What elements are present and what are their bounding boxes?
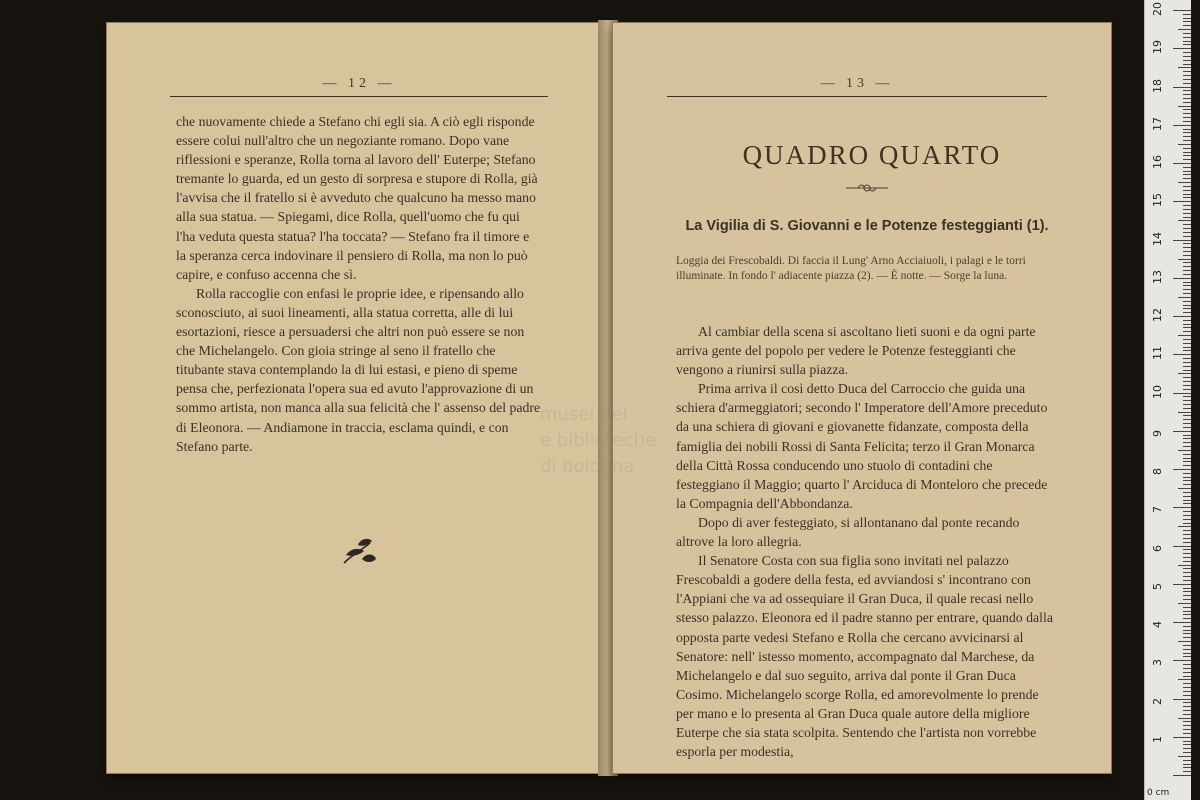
ruler-number: 10 xyxy=(1151,384,1164,399)
ruler-tick xyxy=(1183,155,1191,156)
measurement-ruler xyxy=(1144,0,1191,800)
ruler-tick xyxy=(1183,293,1191,294)
ruler-tick xyxy=(1183,75,1191,76)
ruler-tick xyxy=(1183,588,1191,589)
ruler-tick xyxy=(1173,163,1191,164)
ruler-tick xyxy=(1183,691,1191,692)
ruler-number: 2 xyxy=(1151,697,1164,705)
ruler-tick xyxy=(1183,519,1191,520)
ruler-tick xyxy=(1173,316,1191,317)
ruler-tick xyxy=(1183,83,1191,84)
ruler-tick xyxy=(1183,167,1191,168)
ruler-tick xyxy=(1183,251,1191,252)
right-page xyxy=(612,22,1112,774)
ruler-tick xyxy=(1183,255,1191,256)
right-body-text xyxy=(676,322,1054,761)
right-paragraph: Dopo di aver festeggiato, si allontanano dal ponte recando altrove la loro allegria. xyxy=(676,514,1020,550)
ruler-tick xyxy=(1173,240,1191,241)
ruler-tick xyxy=(1173,775,1191,776)
ruler-tick xyxy=(1183,228,1191,229)
ruler-tick xyxy=(1183,511,1191,512)
ruler-tick xyxy=(1173,431,1191,432)
ruler-tick xyxy=(1183,171,1191,172)
ruler-tick xyxy=(1183,140,1191,141)
ruler-tick xyxy=(1173,737,1191,738)
ruler-tick xyxy=(1183,148,1191,149)
ruler-tick xyxy=(1183,656,1191,657)
ruler-number: 19 xyxy=(1151,40,1164,55)
ruler-number: 20 xyxy=(1151,2,1164,16)
ruler-tick xyxy=(1178,756,1191,757)
ruler-tick xyxy=(1178,182,1191,183)
ruler-tick xyxy=(1183,599,1191,600)
ruler-tick xyxy=(1178,67,1191,68)
library-watermark xyxy=(540,402,680,520)
ruler-tick xyxy=(1183,289,1191,290)
ruler-tick xyxy=(1183,461,1191,462)
left-paragraph: che nuovamente chiede a Stefano chi egli sia. A ciò egli risponde essere colui null'altro che un negoziante romano. Dopo vane riflessioni e speranze, Rolla torna al lavoro dell' Euterpe; Stefano tremante lo guarda, ed un gesto di sorpresa e stupore di Rolla, già l'avvisa che il fratello si è avveduto che qualcuno ha messo mano alla sua statua. — Spiegami, dice Rolla, quell'uomo che fu qui l'ha veduta questa statua? l'ha toccata? — Stefano fra il timore e la speranza cerca indovinare il pensiero di Rolla, ma non lo può capire, e confuso accenna che sì. xyxy=(176,114,538,282)
ruler-number: 7 xyxy=(1151,506,1164,514)
ruler-tick xyxy=(1183,377,1191,378)
ruler-tick xyxy=(1183,285,1191,286)
ruler-tick xyxy=(1183,725,1191,726)
right-page-number: — 13 — xyxy=(820,76,894,91)
ruler-tick xyxy=(1183,102,1191,103)
ruler-tick xyxy=(1183,626,1191,627)
ruler-tick xyxy=(1183,389,1191,390)
ruler-tick xyxy=(1183,308,1191,309)
ruler-tick xyxy=(1183,358,1191,359)
ruler-tick xyxy=(1178,488,1191,489)
stage-direction: Loggia dei Frescobaldi. Di faccia il Lung' Arno Acciaiuoli, i palagi e le torri illuminate. In fondo l' adiacente piazza (2). — È notte. — Sorge la luna. xyxy=(676,255,1026,282)
ruler-tick xyxy=(1183,109,1191,110)
ruler-tick xyxy=(1183,339,1191,340)
left-header-rule xyxy=(170,96,548,97)
ruler-number: 13 xyxy=(1151,269,1164,284)
leaf-ornament-icon xyxy=(340,529,380,569)
ruler-tick xyxy=(1183,561,1191,562)
ruler-tick xyxy=(1183,538,1191,539)
ruler-tick xyxy=(1183,576,1191,577)
ruler-tick xyxy=(1183,637,1191,638)
ruler-tick xyxy=(1183,14,1191,15)
ruler-tick xyxy=(1178,144,1191,145)
ruler-tick xyxy=(1183,79,1191,80)
ruler-tick xyxy=(1183,672,1191,673)
ruler-tick xyxy=(1183,415,1191,416)
ruler-tick xyxy=(1183,194,1191,195)
ruler-tick xyxy=(1183,572,1191,573)
ruler-tick xyxy=(1183,320,1191,321)
ruler-tick xyxy=(1183,404,1191,405)
ruler-tick xyxy=(1183,232,1191,233)
ruler-tick xyxy=(1183,741,1191,742)
ruler-tick xyxy=(1183,549,1191,550)
ruler-tick xyxy=(1183,174,1191,175)
left-body-text xyxy=(176,112,542,456)
ruler-tick xyxy=(1173,507,1191,508)
ruler-tick xyxy=(1183,530,1191,531)
ruler-tick xyxy=(1183,534,1191,535)
ruler-tick xyxy=(1183,25,1191,26)
ruler-tick xyxy=(1183,595,1191,596)
ruler-tick xyxy=(1183,744,1191,745)
ruler-tick xyxy=(1183,668,1191,669)
watermark-line: di bologna xyxy=(540,456,635,477)
ruler-tick xyxy=(1183,542,1191,543)
ruler-tick xyxy=(1178,679,1191,680)
ruler-tick xyxy=(1173,201,1191,202)
ruler-tick xyxy=(1183,721,1191,722)
ruler-tick xyxy=(1183,427,1191,428)
ruler-tick xyxy=(1183,236,1191,237)
watermark-line: musei nel xyxy=(540,404,628,425)
ruler-tick xyxy=(1183,370,1191,371)
ruler-tick xyxy=(1183,324,1191,325)
ruler-tick xyxy=(1183,327,1191,328)
ruler-number: 1 xyxy=(1151,735,1164,743)
left-paragraph: Rolla raccoglie con enfasi le proprie idee, e ripensando allo sconosciuto, ai suoi lineamenti, alla statua corretta, alle di lui esortazioni, riesce a persuadersi che altri non può essere se non che Michelangelo. Con gioia stringe al seno il fratello che titubante stava contemplando la di lui estasi, e pieno di speme pensa che, perfezionata l'opera sua ed avuto l'approvazione di un sommo artista, non manca alla sua felicità che l' assenso del padre di Eleonora. — Andiamone in traccia, esclama quindi, e con Stefano parte. xyxy=(176,285,541,454)
ruler-tick xyxy=(1173,10,1191,11)
ruler-tick xyxy=(1183,121,1191,122)
ruler-tick xyxy=(1183,607,1191,608)
ruler-tick xyxy=(1183,132,1191,133)
ruler-number: 17 xyxy=(1151,116,1164,131)
ruler-tick xyxy=(1183,64,1191,65)
ruler-tick xyxy=(1173,125,1191,126)
ruler-tick xyxy=(1183,301,1191,302)
ruler-tick xyxy=(1183,706,1191,707)
ruler-tick xyxy=(1183,21,1191,22)
ruler-tick xyxy=(1183,305,1191,306)
ruler-tick xyxy=(1183,408,1191,409)
ruler-number: 9 xyxy=(1151,429,1164,437)
ruler-tick xyxy=(1183,136,1191,137)
ruler-tick xyxy=(1183,60,1191,61)
ruler-number: 15 xyxy=(1151,193,1164,208)
ruler-tick xyxy=(1183,190,1191,191)
ruler-number: 8 xyxy=(1151,468,1164,475)
ruler-tick xyxy=(1183,419,1191,420)
ruler-tick xyxy=(1183,385,1191,386)
ruler-tick xyxy=(1183,714,1191,715)
ruler-tick xyxy=(1178,450,1191,451)
ruler-tick xyxy=(1183,117,1191,118)
ruler-tick xyxy=(1183,710,1191,711)
ruler-tick xyxy=(1173,584,1191,585)
right-paragraph: Il Senatore Costa con sua figlia sono invitati nel palazzo Frescobaldi a godere della festa, ed avviandosi s' incontrano con l'Appiani che va ad ossequiare il Gran Duca, il quale recasi nello stesso palazzo. Eleonora ed il padre stanno per entrare, quando dalla opposta parte vedesi Stefano e Rolla che cercano avvicinarsi al Senatore: nell' istesso momento, accompagnato dal Marchese, da Michelangelo e dal suo seguito, arriva dal ponte il Gran Duca Cosimo. Michelangelo scorge Rolla, ed amorevolmente lo prende per mano e lo presenta al Gran Duca quale autore della migliore Euterpe che sia stata scolpita. Sentendo che l'artista non vorrebbe esporla per modestia, xyxy=(676,553,1053,760)
ruler-tick xyxy=(1183,664,1191,665)
ruler-tick xyxy=(1183,71,1191,72)
ruler-number: 12 xyxy=(1151,308,1164,322)
left-page-number: — 12 — xyxy=(322,76,396,91)
ruler-tick xyxy=(1183,266,1191,267)
ruler-tick xyxy=(1183,270,1191,271)
ruler-tick xyxy=(1178,220,1191,221)
ruler-tick xyxy=(1183,653,1191,654)
ruler-tick xyxy=(1183,764,1191,765)
ruler-tick xyxy=(1183,500,1191,501)
ruler-tick xyxy=(1173,546,1191,547)
ruler-unit-label: 0 cm xyxy=(1147,788,1170,798)
ruler-tick xyxy=(1183,473,1191,474)
flourish-divider-icon xyxy=(844,178,890,198)
ruler-tick xyxy=(1183,492,1191,493)
ruler-tick xyxy=(1183,186,1191,187)
ruler-tick xyxy=(1183,480,1191,481)
ruler-tick xyxy=(1178,412,1191,413)
ruler-tick xyxy=(1183,442,1191,443)
ruler-tick xyxy=(1178,718,1191,719)
ruler-tick xyxy=(1183,760,1191,761)
ruler-tick xyxy=(1183,159,1191,160)
ruler-tick xyxy=(1183,396,1191,397)
ruler-tick xyxy=(1173,699,1191,700)
ruler-number: 18 xyxy=(1151,78,1164,93)
ruler-tick xyxy=(1183,687,1191,688)
ruler-tick xyxy=(1173,660,1191,661)
ruler-tick xyxy=(1183,262,1191,263)
ruler-tick xyxy=(1183,98,1191,99)
chapter-title: QUADRO QUARTO xyxy=(742,140,1002,170)
ruler-tick xyxy=(1183,523,1191,524)
ruler-tick xyxy=(1183,37,1191,38)
ruler-number: 16 xyxy=(1151,155,1164,169)
ruler-tick xyxy=(1183,435,1191,436)
ruler-tick xyxy=(1183,553,1191,554)
watermark-line: e biblioteche xyxy=(540,430,657,451)
ruler-tick xyxy=(1183,56,1191,57)
ruler-tick xyxy=(1173,469,1191,470)
ruler-tick xyxy=(1183,477,1191,478)
ruler-number: 14 xyxy=(1151,231,1164,246)
ruler-tick xyxy=(1183,767,1191,768)
ruler-tick xyxy=(1183,454,1191,455)
ruler-tick xyxy=(1183,580,1191,581)
ruler-tick xyxy=(1183,733,1191,734)
ruler-tick xyxy=(1183,729,1191,730)
ruler-tick xyxy=(1173,354,1191,355)
ruler-tick xyxy=(1183,702,1191,703)
ruler-tick xyxy=(1183,484,1191,485)
ruler-tick xyxy=(1178,297,1191,298)
ruler-tick xyxy=(1183,423,1191,424)
ruler-tick xyxy=(1183,243,1191,244)
ruler-tick xyxy=(1183,41,1191,42)
right-header-rule xyxy=(667,96,1047,97)
ruler-tick xyxy=(1183,465,1191,466)
ruler-tick xyxy=(1183,446,1191,447)
ruler-tick xyxy=(1178,565,1191,566)
ruler-tick xyxy=(1183,312,1191,313)
ruler-tick xyxy=(1183,381,1191,382)
ruler-number: 11 xyxy=(1151,346,1164,361)
ruler-tick xyxy=(1173,622,1191,623)
right-paragraph: Al cambiar della scena si ascoltano lieti suoni e da ogni parte arriva gente del popolo per vedere le Potenze festeggianti che vengono a riunirsi sulla piazza. xyxy=(676,324,1036,378)
ruler-tick xyxy=(1178,259,1191,260)
ruler-tick xyxy=(1183,282,1191,283)
ruler-tick xyxy=(1183,630,1191,631)
ruler-tick xyxy=(1183,129,1191,130)
ruler-tick xyxy=(1183,557,1191,558)
ruler-tick xyxy=(1183,205,1191,206)
ruler-tick xyxy=(1183,748,1191,749)
ruler-tick xyxy=(1183,568,1191,569)
ruler-tick xyxy=(1183,209,1191,210)
ruler-tick xyxy=(1183,33,1191,34)
ruler-tick xyxy=(1183,645,1191,646)
ruler-tick xyxy=(1183,331,1191,332)
ruler-number: 4 xyxy=(1151,621,1164,628)
ruler-tick xyxy=(1183,591,1191,592)
ruler-tick xyxy=(1183,347,1191,348)
ruler-tick xyxy=(1183,197,1191,198)
ruler-tick xyxy=(1173,393,1191,394)
ruler-number: 5 xyxy=(1151,582,1164,590)
ruler-tick xyxy=(1173,278,1191,279)
ruler-tick xyxy=(1183,695,1191,696)
ruler-tick xyxy=(1183,496,1191,497)
ruler-tick xyxy=(1183,94,1191,95)
ruler-tick xyxy=(1183,618,1191,619)
ruler-tick xyxy=(1183,683,1191,684)
ruler-tick xyxy=(1178,373,1191,374)
ruler-tick xyxy=(1178,29,1191,30)
ruler-tick xyxy=(1178,603,1191,604)
ruler-tick xyxy=(1183,247,1191,248)
ruler-tick xyxy=(1183,362,1191,363)
left-page xyxy=(106,22,608,774)
ruler-tick xyxy=(1183,217,1191,218)
ruler-tick xyxy=(1178,641,1191,642)
ruler-tick xyxy=(1183,503,1191,504)
ruler-number: 6 xyxy=(1151,544,1164,552)
ruler-tick xyxy=(1183,438,1191,439)
ruler-tick xyxy=(1183,18,1191,19)
ruler-tick xyxy=(1173,87,1191,88)
ruler-tick xyxy=(1183,152,1191,153)
ruler-tick xyxy=(1183,213,1191,214)
ruler-number: 3 xyxy=(1151,659,1164,667)
ruler-tick xyxy=(1183,178,1191,179)
ruler-tick xyxy=(1183,274,1191,275)
ruler-tick xyxy=(1183,224,1191,225)
ruler-tick xyxy=(1183,400,1191,401)
chapter-subtitle: La Vigilia di S. Giovanni e le Potenze festeggianti (1). xyxy=(685,218,1049,234)
ruler-tick xyxy=(1183,649,1191,650)
ruler-tick xyxy=(1183,752,1191,753)
ruler-tick xyxy=(1178,335,1191,336)
ruler-tick xyxy=(1183,90,1191,91)
ruler-tick xyxy=(1183,44,1191,45)
ruler-tick xyxy=(1183,614,1191,615)
ruler-tick xyxy=(1183,52,1191,53)
ruler-tick xyxy=(1178,526,1191,527)
ruler-tick xyxy=(1183,343,1191,344)
ruler-tick xyxy=(1183,458,1191,459)
ruler-tick xyxy=(1183,350,1191,351)
ruler-tick xyxy=(1183,515,1191,516)
ruler-tick xyxy=(1183,611,1191,612)
right-paragraph: Prima arriva il così detto Duca del Carroccio che guida una schiera d'armeggiatori; secondo l' Imperatore dell'Amore preceduto da una schiera di giovani e giovanette fidanzate, composta della famiglia dei nobili Rossi di Santa Felicita; terzo il Gran Monarca della Città Rossa conducendo uno stuolo di contadini che festeggiano il Maggio; quarto l' Arciduca di Monteloro che precede la Compagnia dell'Abbondanza. xyxy=(676,381,1048,511)
ruler-tick xyxy=(1183,633,1191,634)
ruler-tick xyxy=(1183,113,1191,114)
ruler-tick xyxy=(1178,106,1191,107)
ruler-tick xyxy=(1183,771,1191,772)
ruler-tick xyxy=(1173,48,1191,49)
ruler-tick xyxy=(1183,366,1191,367)
ruler-tick xyxy=(1183,676,1191,677)
